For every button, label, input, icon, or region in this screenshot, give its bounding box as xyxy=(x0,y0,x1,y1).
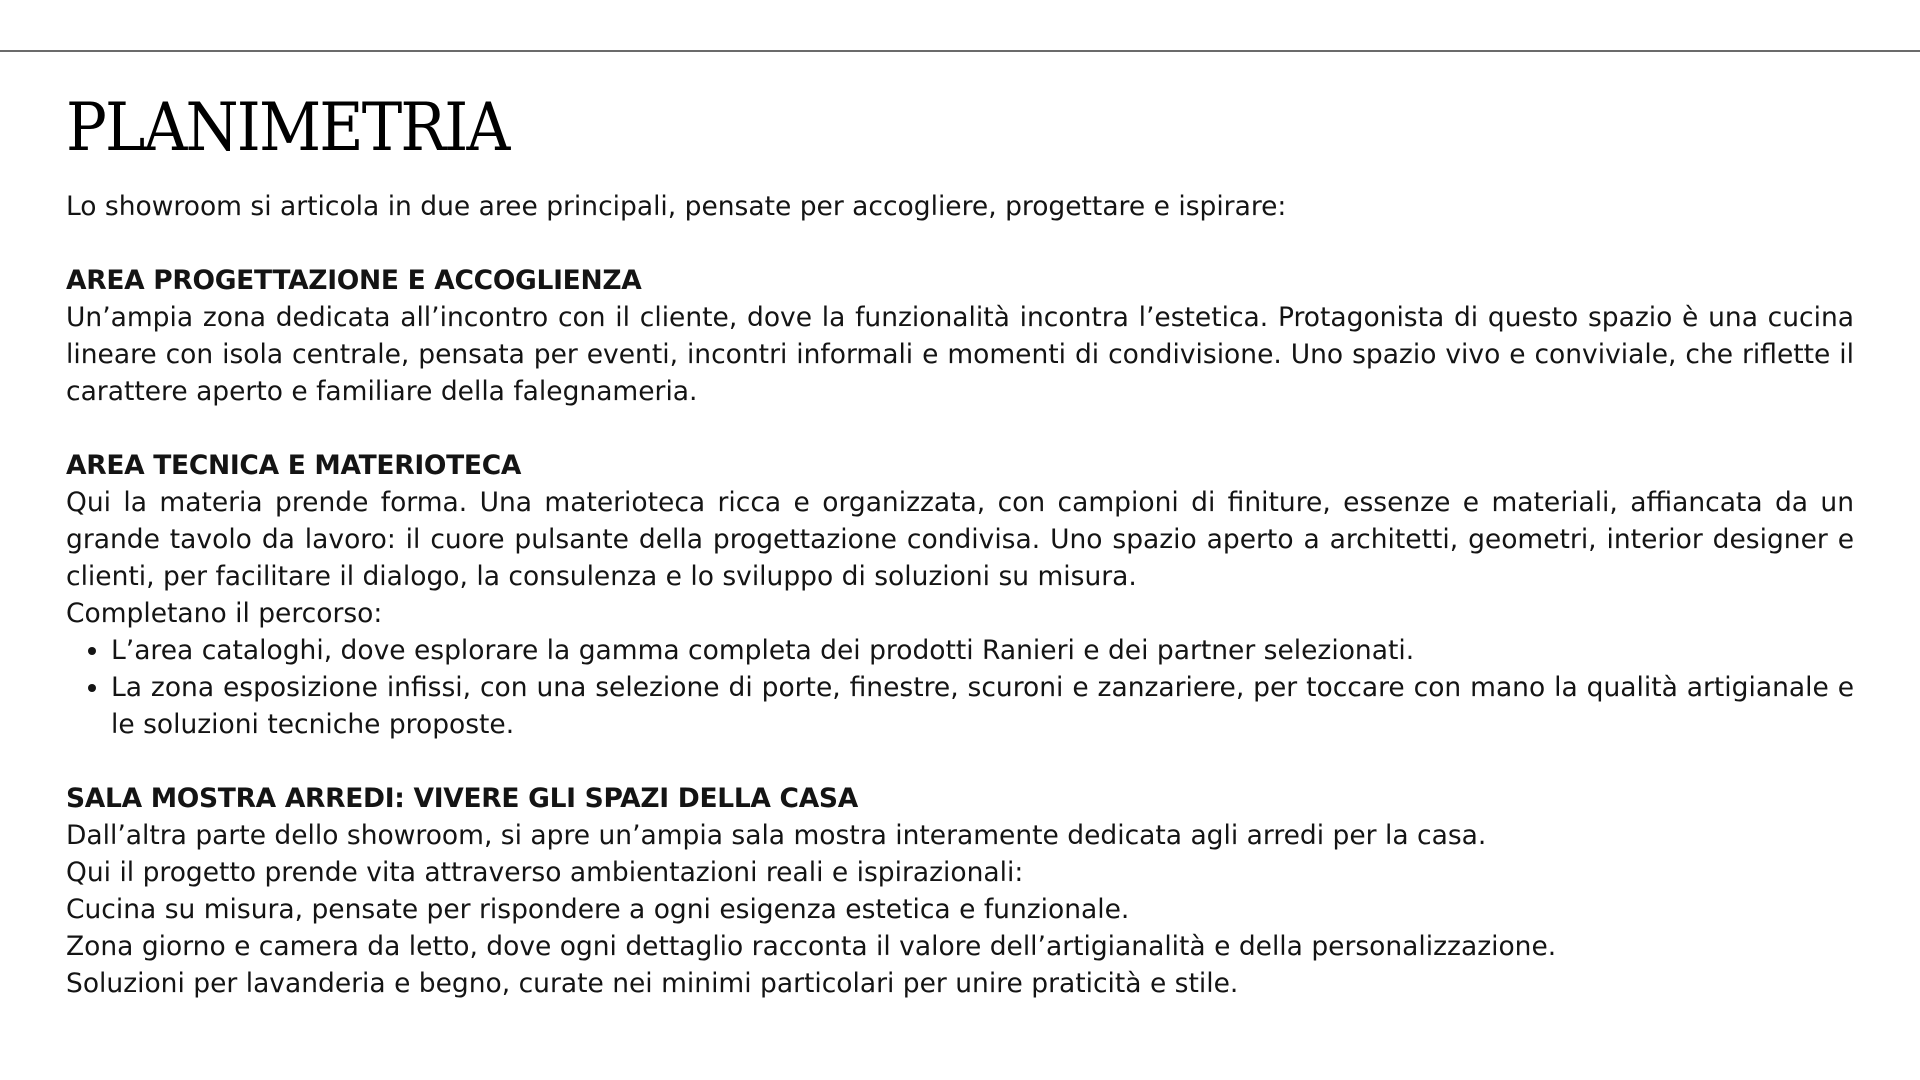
section-line: Cucina su misura, pensate per rispondere a ogni esigenza estetica e funzionale. xyxy=(66,894,1130,925)
list-item: • La zona esposizione infissi, con una selezione di porte, finestre, scuroni e zanzariere, per toccare con mano la qualità artigianale e le soluzioni tecniche proposte. xyxy=(111,669,1854,743)
section-line: Dall’altra parte dello showroom, si apre un’ampia sala mostra interamente dedicata agli arredi per la casa. xyxy=(66,820,1487,851)
section-lead-percorso: Completano il percorso: xyxy=(66,598,383,629)
section-heading-progettazione: AREA PROGETTAZIONE E ACCOGLIENZA xyxy=(66,265,642,296)
spacer xyxy=(66,410,1854,447)
top-divider xyxy=(0,50,1920,52)
section-line: Soluzioni per lavanderia e begno, curate nei minimi particolari per unire praticità e stile. xyxy=(66,968,1239,999)
document-content xyxy=(66,88,1854,1002)
section-line: Qui il progetto prende vita attraverso ambientazioni reali e ispirazionali: xyxy=(66,857,1024,888)
spacer xyxy=(66,225,1854,262)
section-heading-materioteca: AREA TECNICA E MATERIOTECA xyxy=(66,450,522,481)
section-body-materioteca: Qui la materia prende forma. Una materioteca ricca e organizzata, con campioni di finiture, essenze e materiali, affiancata da un grande tavolo da lavoro: il cuore pulsante della progettazione condivisa. Uno spazio aperto a architetti, geometri, interior designer e clienti, per facilitare il dialogo, la consulenza e lo sviluppo di soluzioni su misura. xyxy=(66,487,1854,592)
bullet-list xyxy=(66,632,1854,743)
spacer xyxy=(66,743,1854,780)
section-heading-sala-mostra: SALA MOSTRA ARREDI: VIVERE GLI SPAZI DELLA CASA xyxy=(66,783,858,814)
section-line: Zona giorno e camera da letto, dove ogni dettaglio racconta il valore dell’artigianalità e della personalizzazione. xyxy=(66,931,1557,962)
intro-paragraph: Lo showroom si articola in due aree principali, pensate per accogliere, progettare e ispirare: xyxy=(66,191,1287,222)
page-title: PLANIMETRIA xyxy=(66,89,509,166)
section-body-progettazione: Un’ampia zona dedicata all’incontro con il cliente, dove la funzionalità incontra l’estetica. Protagonista di questo spazio è una cucina lineare con isola centrale, pensata per eventi, incontri informali e momenti di condivisione. Uno spazio vivo e conviviale, che riflette il carattere aperto e familiare della falegnameria. xyxy=(66,302,1854,407)
list-item: • L’area cataloghi, dove esplorare la gamma completa dei prodotti Ranieri e dei partner selezionati. xyxy=(111,632,1854,669)
